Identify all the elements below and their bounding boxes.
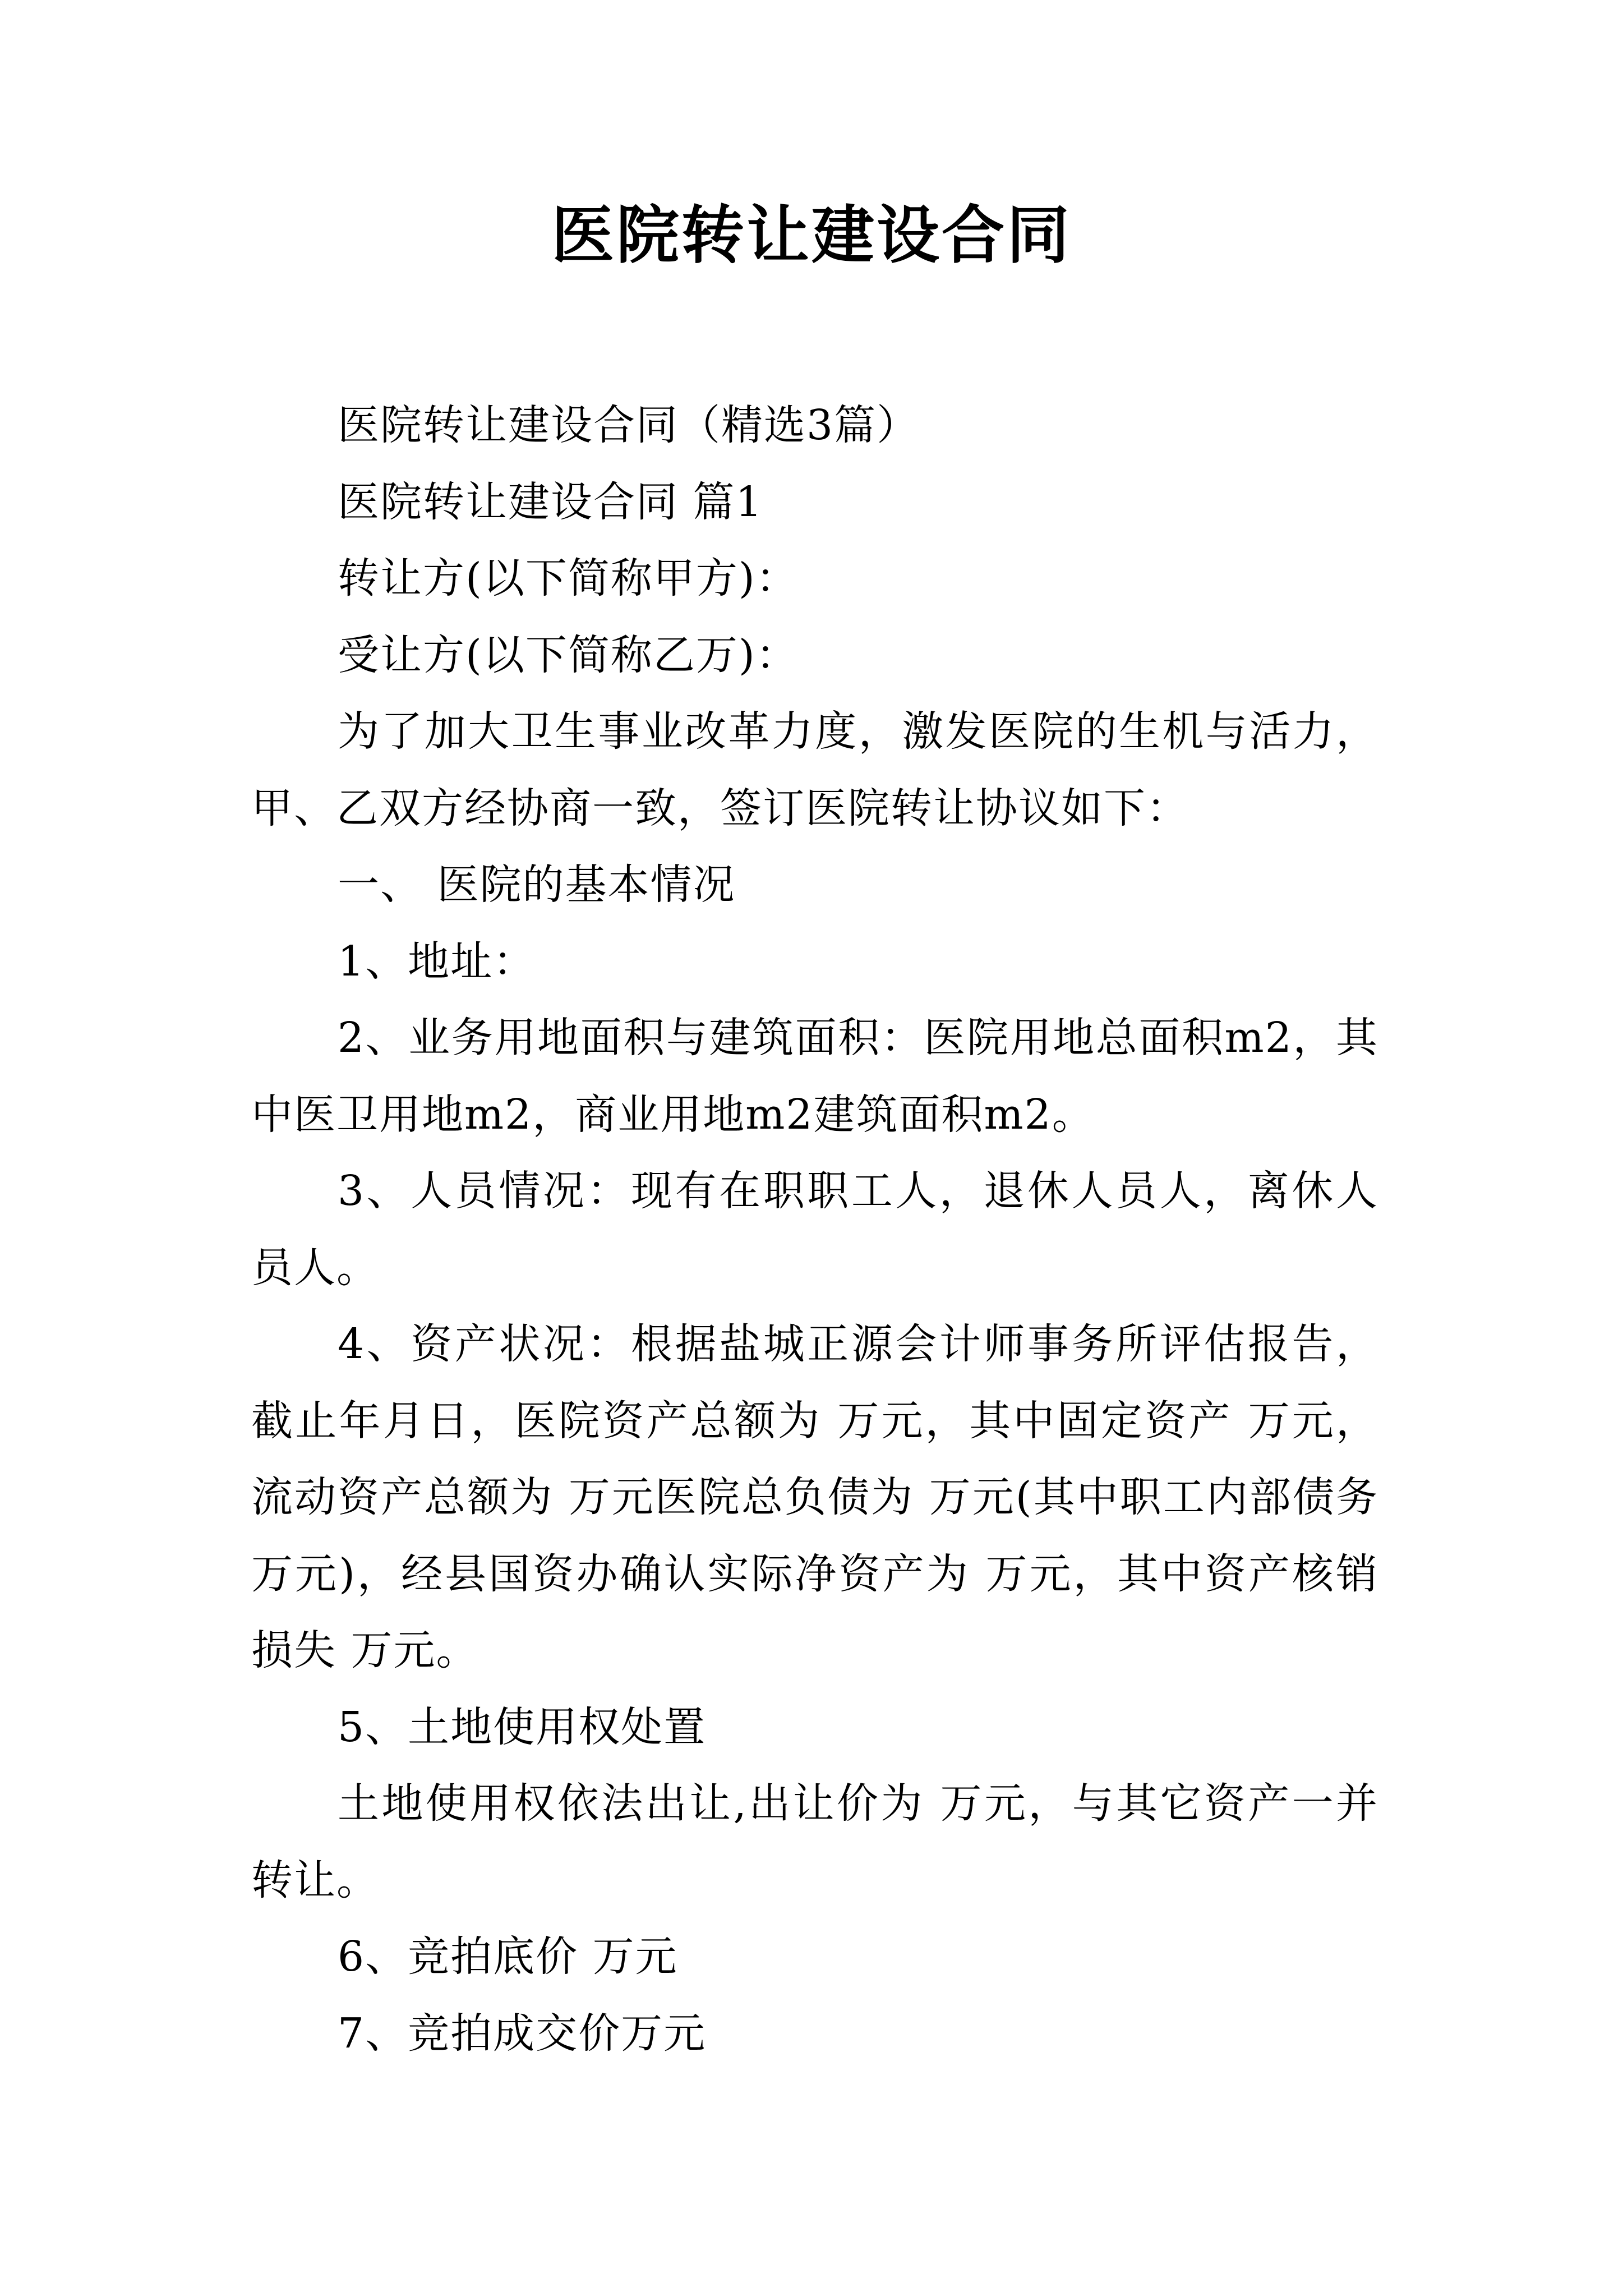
paragraph: 受让方(以下简称乙万)： bbox=[338, 631, 799, 679]
paragraph: 为了加大卫生事业改革力度，激发医院的生机与活力，甲、乙双方经协商一致，签订医院转让协议如下： bbox=[251, 707, 1378, 832]
paragraph: 4、资产状况：根据盐城正源会计师事务所评估报告，截止年月日，医院资产总额为 万元，其中固定资产 万元，流动资产总额为 万元医院总负债为 万元(其中职工内部债务 万元)，经县国资办确认实际净资产为 万元，其中资产核销损失 万元。 bbox=[251, 1320, 1378, 1674]
paragraph: 7、竞拍成交价万元 bbox=[338, 2009, 707, 2058]
document-title: 医院转让建设合同 bbox=[551, 199, 1072, 272]
paragraph: 1、地址： bbox=[338, 937, 536, 986]
paragraph: 3、人员情况：现有在职职工人，退休人员人，离休人员人。 bbox=[251, 1167, 1378, 1292]
paragraph: 土地使用权依法出让,出让价为 万元，与其它资产一并转让。 bbox=[251, 1779, 1378, 1904]
paragraph: 转让方(以下简称甲方)： bbox=[338, 554, 799, 602]
paragraph: 5、土地使用权处置 bbox=[338, 1703, 707, 1751]
paragraph: 2、业务用地面积与建筑面积：医院用地总面积m2，其中医卫用地m2，商业用地m2建筑面积m2。 bbox=[251, 1014, 1378, 1139]
document-body bbox=[251, 387, 1378, 2072]
paragraph: 一、 医院的基本情况 bbox=[338, 861, 736, 909]
paragraph: 6、竞拍底价 万元 bbox=[338, 1932, 678, 1981]
paragraph: 医院转让建设合同 篇1 bbox=[338, 477, 763, 526]
paragraph: 医院转让建设合同（精选3篇） bbox=[338, 401, 920, 449]
